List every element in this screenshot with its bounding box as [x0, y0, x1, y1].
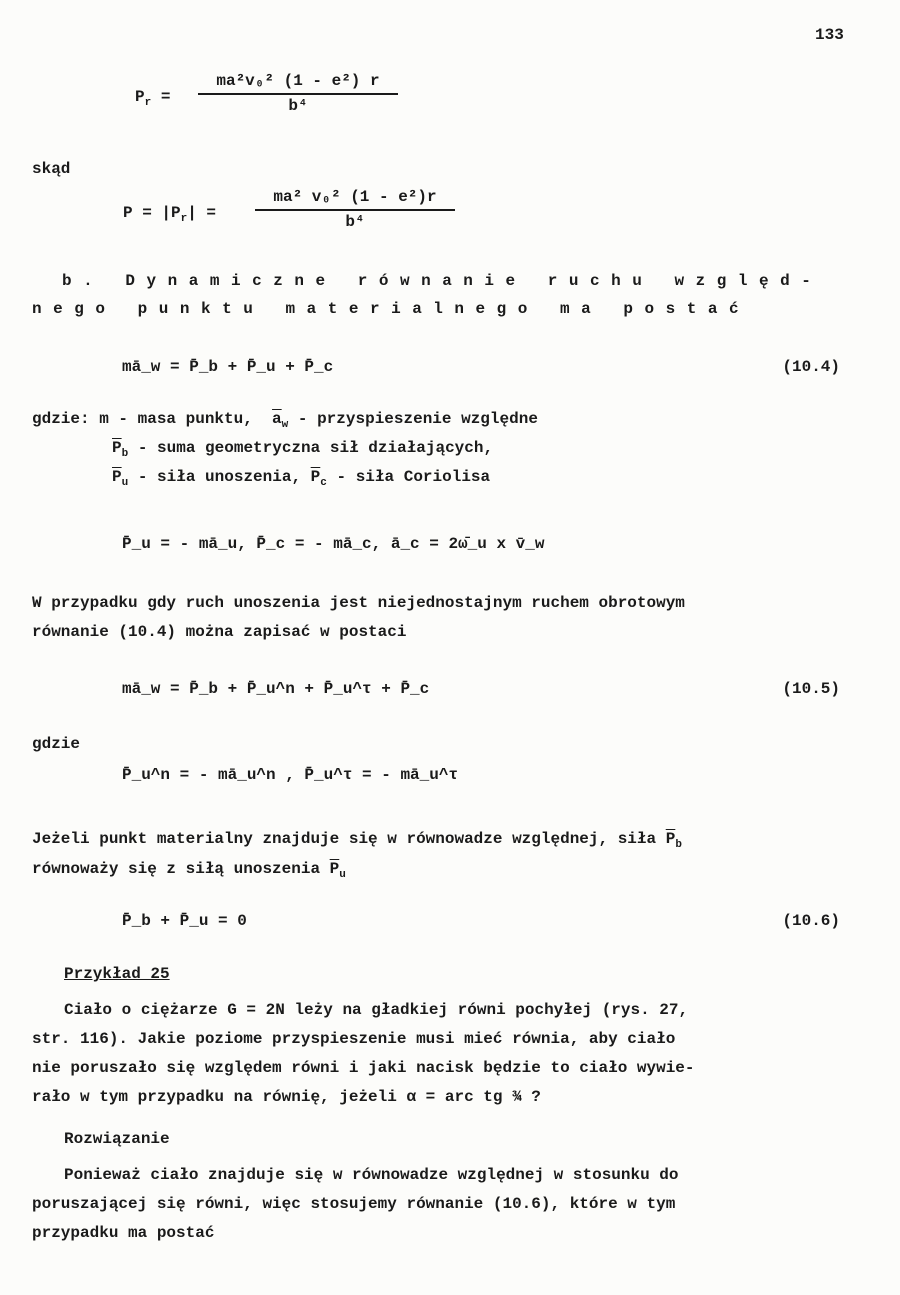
eq-p-numerator: ma² v₀² (1 - e²)r — [255, 188, 455, 211]
para2-line2-text: równoważy się z siłą unoszenia — [32, 860, 321, 878]
eq-10-6-number: (10.6) — [782, 912, 840, 930]
eq-pr-fraction — [198, 72, 398, 115]
eq-pr-numerator: ma²v₀² (1 - e²) r — [198, 72, 398, 95]
example-line-1: Ciało o ciężarze G = 2N leży na gładkiej równi pochyłej (rys. 27, — [64, 1001, 689, 1019]
eq-10-5-number: (10.5) — [782, 680, 840, 698]
def-accel-text: - przyspieszenie względne — [297, 410, 538, 428]
eq-10-5: mā_w = P̄_b + P̄_u^n + P̄_u^τ + P̄_c — [122, 680, 430, 698]
example-line-2: str. 116). Jakie poziome przyspieszenie musi mieć równia, aby ciało — [32, 1030, 676, 1048]
para1-line1: W przypadku gdy ruch unoszenia jest niejednostajnym ruchem obrotowym — [32, 594, 685, 612]
para2-line1: Jeżeli punkt materialny znajduje się w równowadze względnej, siła $\overline{P}_b$ — [32, 830, 682, 852]
def-mass: gdzie: m - masa punktu, $\overline{a}_w$ - przyspieszenie względne — [32, 410, 538, 432]
def-pu: $\overline{P}_u$ - siła unoszenia, $\overline{P}_c$ - siła Coriolisa — [112, 468, 491, 490]
eq-pr-lhs-sub: r — [144, 97, 152, 110]
section-b-line2: nego punktu materialnego ma postać — [32, 300, 751, 318]
eq-defs: P̄_u = - mā_u, P̄_c = - mā_c, ā_c = 2ω̄_u x v̄_w — [122, 535, 545, 553]
solution-heading: Rozwiązanie — [64, 1130, 170, 1148]
eq-pr: $P_r$ = — [135, 88, 171, 110]
eq-p-lhs-end: | = — [187, 204, 217, 222]
eq-p-denominator: b⁴ — [345, 213, 365, 231]
eq-p-lhs: P = |P — [123, 204, 181, 222]
skad-text: skąd — [32, 160, 71, 178]
eq-10-4: mā_w = P̄_b + P̄_u + P̄_c — [122, 358, 334, 376]
def-pc-text: - siła Coriolisa — [336, 468, 491, 486]
eq-p-fraction — [255, 188, 455, 231]
solution-line-3: przypadku ma postać — [32, 1224, 215, 1242]
def-pb-text: - suma geometryczna sił działających, — [137, 439, 494, 457]
eq-pr-lhs: P — [135, 88, 145, 106]
eq-p-lhs-sub: r — [180, 213, 188, 226]
def-pb: $\overline{P}_b$ - suma geometryczna sił działających, — [112, 439, 494, 461]
para2-line1-text: Jeżeli punkt materialny znajduje się w równowadze względnej, siła — [32, 830, 657, 848]
solution-line-1: Ponieważ ciało znajduje się w równowadze względnej w stosunku do — [64, 1166, 679, 1184]
eq-pr-denominator: b⁴ — [288, 97, 308, 115]
para2-line2: równoważy się z siłą unoszenia $\overline{P}_u$ — [32, 860, 346, 882]
eq-10-4-number: (10.4) — [782, 358, 840, 376]
page-number: 133 — [815, 26, 844, 44]
eq-defs2: P̄_u^n = - mā_u^n , P̄_u^τ = - mā_u^τ — [122, 766, 459, 784]
example-line-3: nie poruszało się względem równi i jaki nacisk będzie to ciało wywie- — [32, 1059, 695, 1077]
example-line-4: rało w tym przypadku na równię, jeżeli α = arc tg ¾ ? — [32, 1088, 541, 1106]
eq-p — [123, 204, 216, 225]
example-heading: Przykład 25 — [64, 965, 170, 983]
eq-10-6: P̄_b + P̄_u = 0 — [122, 912, 247, 930]
solution-line-2: poruszającej się równi, więc stosujemy równanie (10.6), które w tym — [32, 1195, 676, 1213]
def-pu-text: - siła unoszenia, — [137, 468, 302, 486]
gdzie-text: gdzie — [32, 735, 81, 753]
def-mass-text: gdzie: m - masa punktu, — [32, 410, 253, 428]
para1-line2: równanie (10.4) można zapisać w postaci — [32, 623, 407, 641]
section-b-line1: b. Dynamiczne równanie ruchu względ- — [62, 272, 823, 290]
